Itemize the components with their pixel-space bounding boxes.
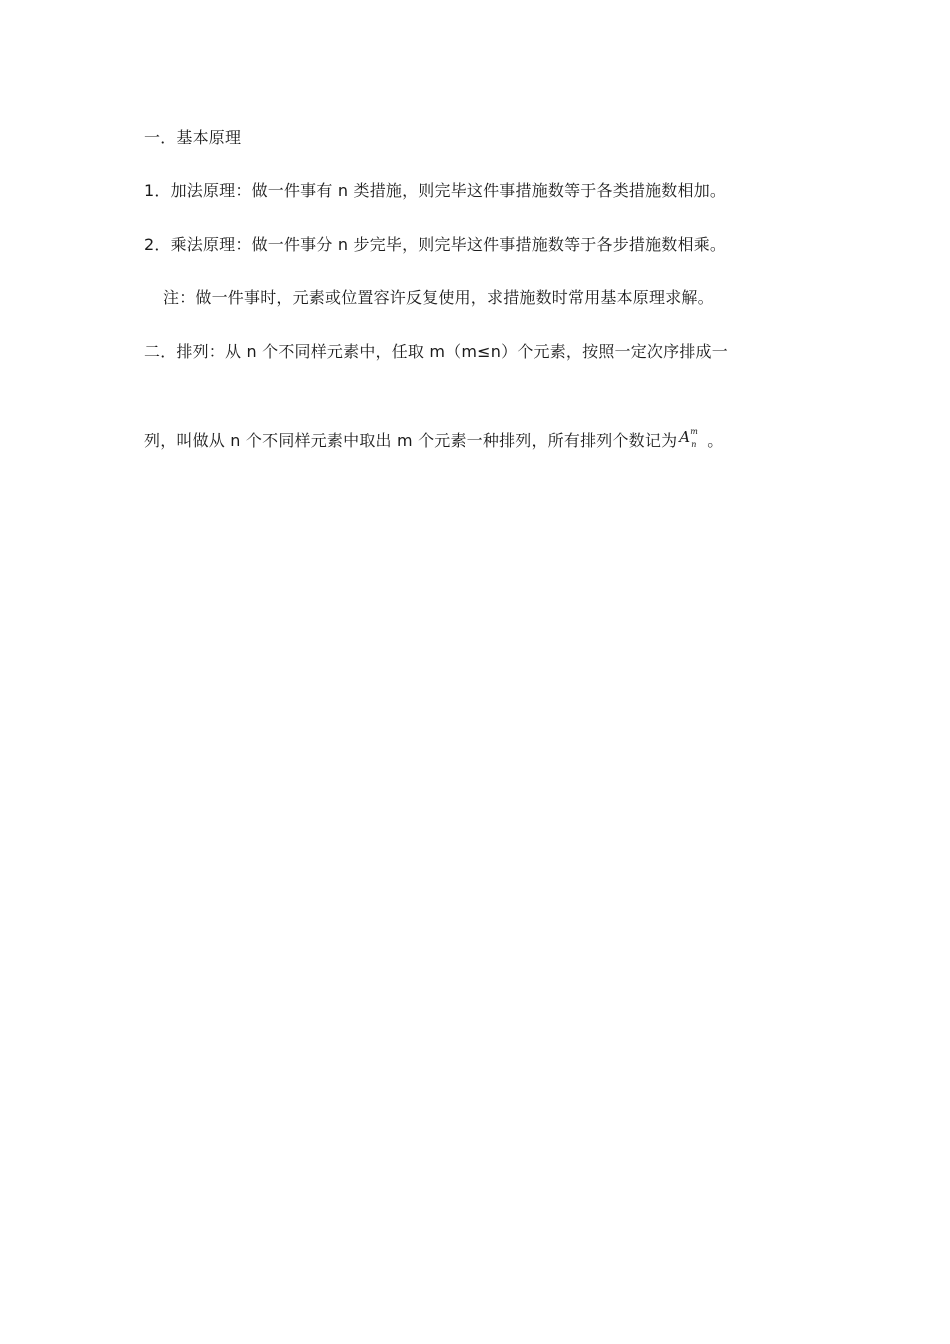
addition-principle-paragraph: 1．加法原理：做一件事有 n 类措施，则完毕这件事措施数等于各类措施数相加。 bbox=[144, 181, 727, 200]
sentence-end-mark: 。 bbox=[707, 431, 724, 450]
section-heading-basic-principles: 一．基本原理 bbox=[144, 128, 242, 147]
multiplication-principle-paragraph: 2．乘法原理：做一件事分 n 步完毕，则完毕这件事措施数等于各步措施数相乘。 bbox=[144, 235, 727, 254]
permutation-definition-line-1: 二．排列：从 n 个不同样元素中，任取 m（m≤n）个元素，按照一定次序排成一 bbox=[144, 342, 728, 361]
permutation-definition-text: 列，叫做从 n 个不同样元素中取出 m 个元素一种排列，所有排列个数记为 bbox=[144, 431, 678, 450]
permutation-symbol-subscript: n bbox=[691, 440, 697, 449]
permutation-symbol-superscript: m bbox=[690, 427, 699, 436]
note-paragraph: 注：做一件事时，元素或位置容许反复使用，求措施数时常用基本原理求解。 bbox=[163, 288, 714, 307]
permutation-definition-line-2 bbox=[144, 427, 724, 452]
permutation-symbol bbox=[679, 427, 705, 452]
permutation-symbol-base: A bbox=[679, 428, 691, 446]
